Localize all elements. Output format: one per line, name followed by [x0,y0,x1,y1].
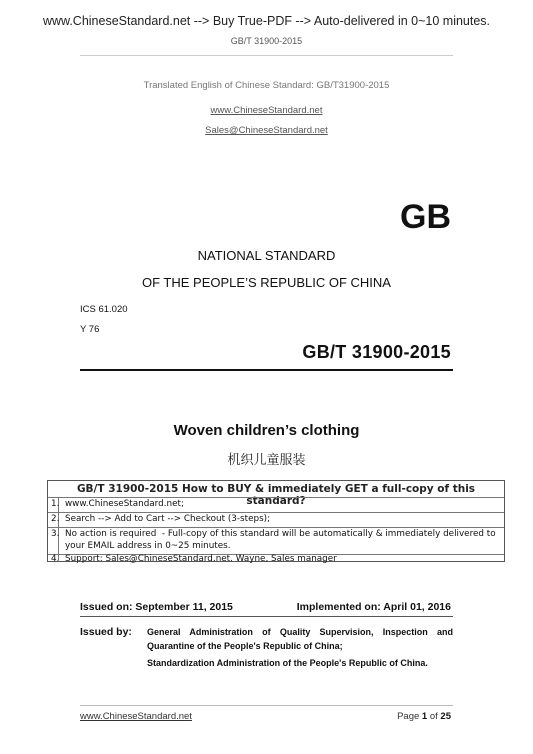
website-link-row [0,100,533,118]
ics-code: ICS 61.020 [80,304,128,315]
document-title-cn: 机织儿童服装 [227,452,306,467]
website-link[interactable]: www.ChineseStandard.net [210,105,323,116]
footer-site-link[interactable]: www.ChineseStandard.net [80,711,192,722]
buy-step-3-continued: your EMAIL address in 0~25 minutes. [51,541,231,551]
translation-note: Translated English of Chinese Standard: GB/T31900-2015 [143,80,390,91]
buy-step-1: 1. www.ChineseStandard.net; [51,499,184,509]
issued-by-label: Issued by: [80,626,132,638]
page-prefix: Page [397,711,422,722]
issuer-line-1: General Administration of Quality Supervision, Inspection and [147,627,453,637]
standard-number-divider [80,369,453,371]
gb-logo: GB [400,198,451,236]
buy-step-4: 4. Support: Sales@ChineseStandard.net. Wayne, Sales manager [51,554,337,564]
banner-standard-code: GB/T 31900-2015 [230,36,303,46]
top-banner: www.ChineseStandard.net --> Buy True-PDF --> Auto-delivered in 0~10 minutes. [42,14,491,28]
email-link-row [0,120,533,138]
buy-instructions-box [47,480,505,562]
national-standard-heading: NATIONAL STANDARD [197,248,336,263]
page-total: 25 [440,711,451,722]
footer-divider [80,705,453,706]
page-of: of [427,711,441,722]
page-indicator [397,711,451,722]
country-heading: OF THE PEOPLE’S REPUBLIC OF CHINA [142,275,391,290]
email-link[interactable]: Sales@ChineseStandard.net [205,125,328,136]
header-divider [80,55,453,56]
dates-divider [80,616,453,617]
ccs-code: Y 76 [80,324,100,335]
buy-step-3: 3. No action is required - Full-copy of this standard will be automatically & immediately delivered to [51,529,496,539]
implemented-date: Implemented on: April 01, 2016 [296,601,451,613]
issuer-line-3: Standardization Administration of the People's Republic of China. [147,658,428,668]
standard-number: GB/T 31900-2015 [302,342,451,362]
issued-date: Issued on: September 11, 2015 [80,601,233,613]
buy-box-divider [48,497,504,498]
buy-row-divider [48,512,504,513]
issuer-line-2: Quarantine of the People's Republic of China; [147,641,343,651]
buy-box-heading: GB/T 31900-2015 How to BUY & immediately GET a full-copy of this standard? [76,483,476,507]
document-title-en: Woven children’s clothing [173,422,360,439]
buy-row-divider [48,527,504,528]
buy-step-2: 2. Search --> Add to Cart --> Checkout (3-steps); [51,514,271,524]
page-current: 1 [421,711,428,722]
